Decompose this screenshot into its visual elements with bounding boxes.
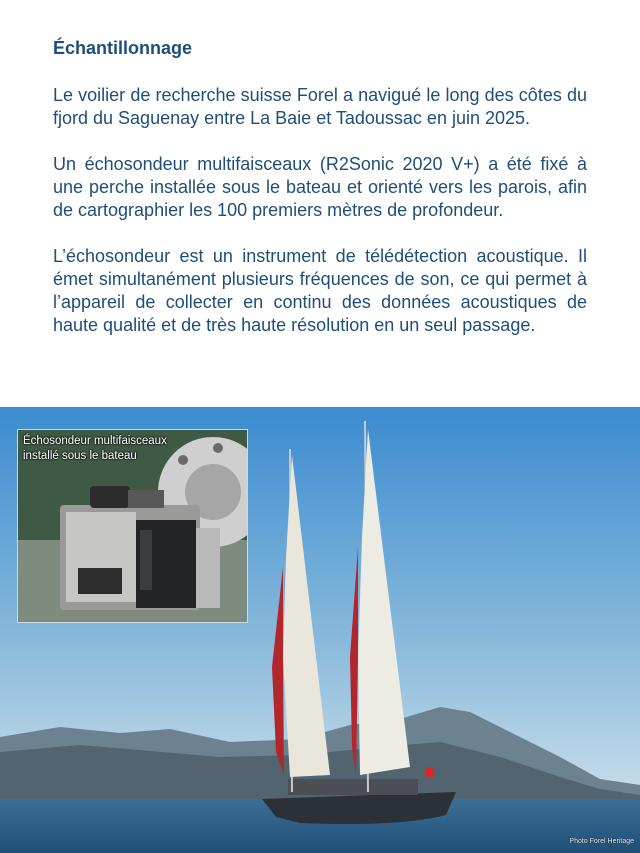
- inset-caption: [23, 434, 243, 464]
- text-section: [53, 36, 587, 360]
- inset-caption-line2: installé sous le bateau: [23, 450, 137, 462]
- inset-caption-line1: Échosondeur multifaisceaux: [23, 435, 167, 447]
- paragraph-acoustic: L’échosondeur est un instrument de télédétection acoustique. Il émet simultanément plusieurs fréquences de son, ce qui permet à l’appareil de collecter en continu des données acoustiques de haute qualité et de très haute résolution en un seul passage.: [53, 246, 587, 335]
- echosounder-inset-photo: [17, 429, 248, 623]
- section-heading: Échantillonnage: [53, 38, 193, 58]
- paragraph-voyage: Le voilier de recherche suisse Forel a navigué le long des côtes du fjord du Saguenay entre La Baie et Tadoussac en juin 2025.: [53, 85, 587, 128]
- photo-credit: Photo Forel Heritage: [569, 838, 634, 845]
- paragraph-echosounder: Un échosondeur multifaisceaux (R2Sonic 2020 V+) a été fixé à une perche installée sous le bateau et orienté vers les parois, afin de cartographier les 100 premiers mètres de profondeur.: [53, 154, 587, 220]
